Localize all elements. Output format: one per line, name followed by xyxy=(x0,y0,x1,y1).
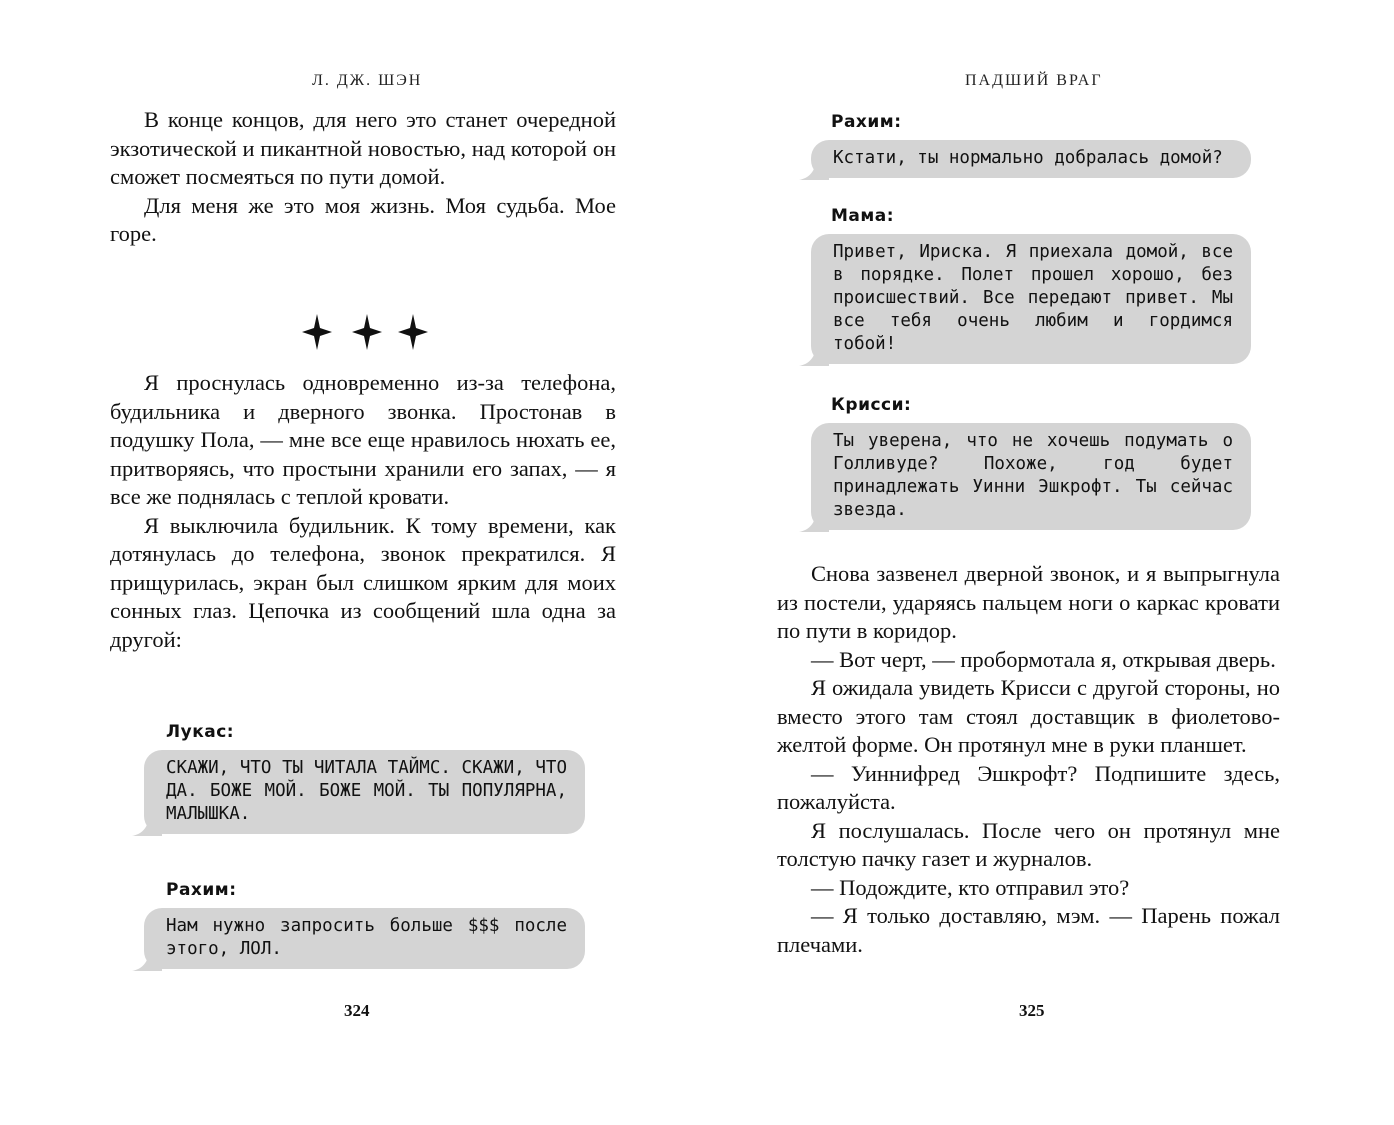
page-number: 325 xyxy=(1019,1001,1045,1020)
message-sender: Рахим: xyxy=(166,880,237,900)
bubble-tail-icon xyxy=(799,510,829,532)
text-block-top xyxy=(110,106,616,249)
page-number: 324 xyxy=(344,1001,370,1020)
message-bubble xyxy=(144,908,585,969)
message-sender: Крисси: xyxy=(831,395,912,415)
message-mama xyxy=(811,206,1251,364)
paragraph: Снова зазвенел дверной звонок, и я выпрыгнула из постели, ударяясь пальцем ноги о каркас кровати по пути в коридор. xyxy=(777,561,1280,643)
message-rahim-2 xyxy=(811,112,1251,178)
text-block-bottom xyxy=(777,560,1280,959)
running-head-author: Л. ДЖ. ШЭН xyxy=(312,72,423,89)
paragraph: — Подождите, кто отправил это? xyxy=(811,874,1130,900)
paragraph: Я послушалась. После чего он протянул мне толстую пачку газет и журналов. xyxy=(777,817,1280,871)
message-text: Кстати, ты нормально добралась домой? xyxy=(833,148,1223,168)
paragraph: — Уиннифред Эшкрофт? Подпишите здесь, пожалуйста. xyxy=(777,760,1280,814)
bubble-tail-icon xyxy=(799,344,829,366)
paragraph: — Я только доставляю, мэм. — Парень пожал плечами. xyxy=(777,903,1280,957)
running-head-title: ПАДШИЙ ВРАГ xyxy=(965,72,1103,89)
right-page xyxy=(697,0,1394,1125)
bubble-tail-icon xyxy=(132,949,162,971)
message-krissi xyxy=(811,395,1251,530)
message-text: Привет, Ириска. Я приехала домой, все в порядке. Полет прошел хорошо, без происшествий. Все передают привет. Мы все тебя очень любим и гордимся тобой! xyxy=(833,242,1233,354)
text-block-middle xyxy=(110,369,616,654)
paragraph: Я ожидала увидеть Крисси с другой стороны, но вместо этого там стоял доставщик в фиолетово-желтой форме. Он протянул мне в руки планшет. xyxy=(777,675,1280,757)
message-sender: Лукас: xyxy=(166,722,235,742)
paragraph: Я выключила будильник. К тому времени, как дотянулась до телефона, звонок прекратился. Я прищурилась, экран был слишком ярким для моих сонных глаз. Цепочка из сообщений шла одна за другой: xyxy=(110,512,616,652)
bubble-tail-icon xyxy=(799,158,829,180)
message-bubble xyxy=(811,423,1251,530)
paragraph: — Вот черт, — пробормотала я, открывая дверь. xyxy=(811,646,1276,672)
message-bubble xyxy=(811,234,1251,364)
message-bubble xyxy=(144,750,585,834)
message-rahim-1 xyxy=(144,880,585,969)
paragraph: В конце концов, для него это станет очередной экзотической и пикантной новостью, над которой он сможет посмеяться по пути домой. xyxy=(110,107,616,189)
message-sender: Мама: xyxy=(831,206,895,226)
message-lukas xyxy=(144,722,585,834)
message-text: Нам нужно запросить больше $$$ после этого, ЛОЛ. xyxy=(166,916,567,959)
message-text: Ты уверена, что не хочешь подумать о Голливуде? Похоже, год будет принадлежать Уинни Эшкрофт. Ты сейчас звезда. xyxy=(833,431,1233,520)
message-text: СКАЖИ, ЧТО ТЫ ЧИТАЛА ТАЙМС. СКАЖИ, ЧТО ДА. БОЖЕ МОЙ. БОЖЕ МОЙ. ТЫ ПОПУЛЯРНА, МАЛЫШКА. xyxy=(166,758,567,824)
bubble-tail-icon xyxy=(132,814,162,836)
paragraph: Для меня же это моя жизнь. Моя судьба. Мое горе. xyxy=(110,192,616,246)
section-break-ornament xyxy=(300,312,434,352)
paragraph: Я проснулась одновременно из-за телефона, будильника и дверного звонка. Простонав в подушку Пола, — мне все еще нравилось нюхать ее, притворяясь, что простыни хранили его запах, — я все же поднялась с теплой кровати. xyxy=(110,370,616,509)
message-sender: Рахим: xyxy=(831,112,902,132)
message-bubble xyxy=(811,140,1251,178)
